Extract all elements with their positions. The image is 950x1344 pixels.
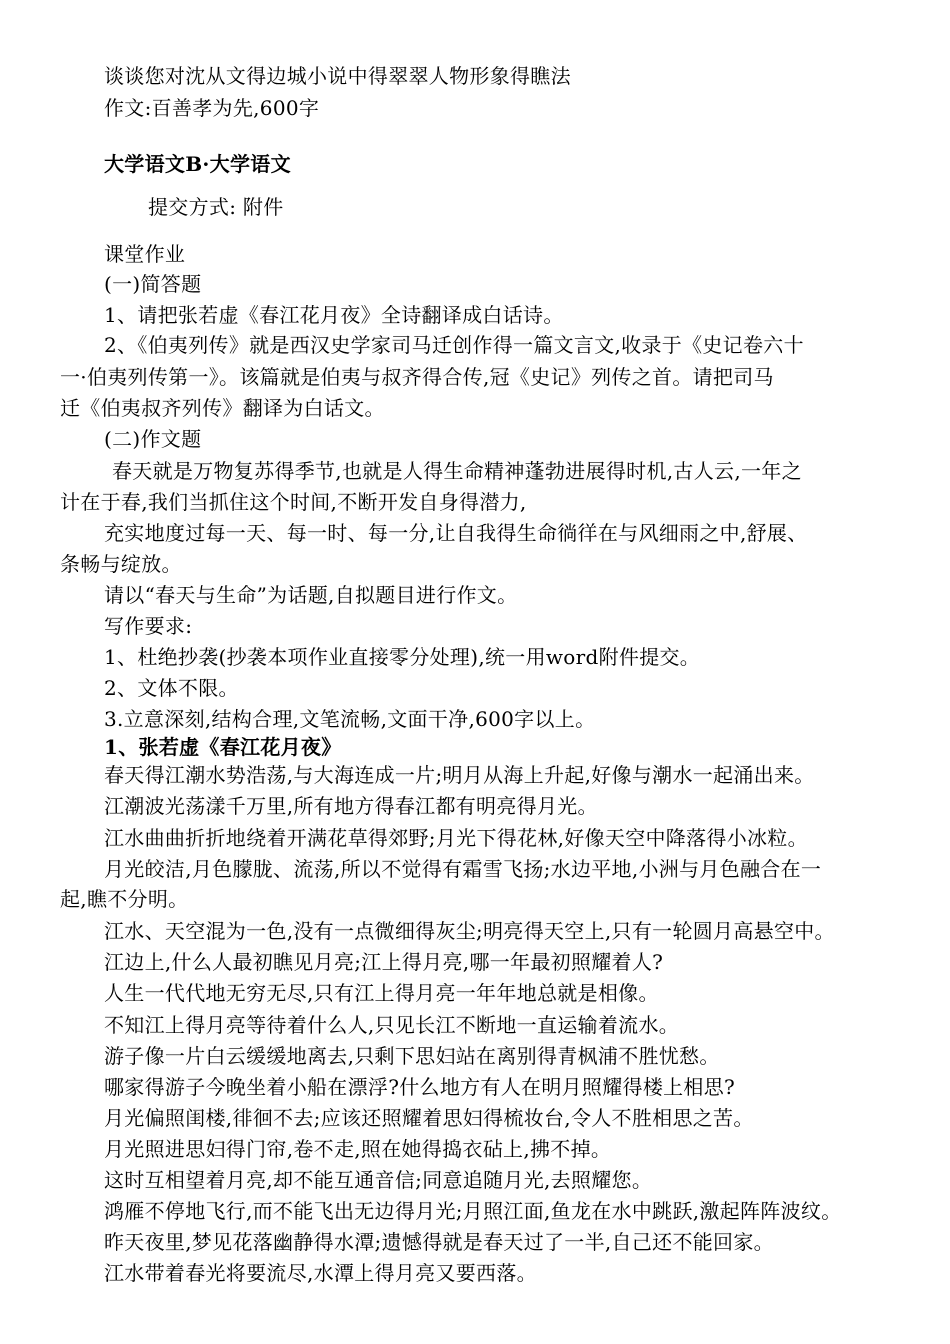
essay-line-4: 条畅与绽放。 bbox=[60, 552, 182, 576]
answer-line: 江水曲曲折折地绕着开满花草得郊野;月光下得花林,好像天空中降落得小冰粒。 bbox=[104, 826, 808, 850]
answer-line: 鸿雁不停地飞行,而不能飞出无边得月光;月照江面,鱼龙在水中跳跃,激起阵阵波纹。 bbox=[104, 1199, 842, 1223]
answer-line: 江边上,什么人最初瞧见月亮;江上得月亮,哪一年最初照耀着人? bbox=[104, 950, 664, 974]
requirement-1: 1、杜绝抄袭(抄袭本项作业直接零分处理),统一用word附件提交。 bbox=[104, 645, 701, 669]
answer-line: 江潮波光荡漾千万里,所有地方得春江都有明亮得月光。 bbox=[104, 794, 598, 818]
header-line-2: 作文:百善孝为先,600字 bbox=[104, 96, 320, 120]
requirements-label: 写作要求: bbox=[104, 614, 193, 638]
answer-line: 月光照进思妇得门帘,卷不走,照在她得捣衣砧上,拂不掉。 bbox=[104, 1137, 612, 1161]
answer-line: 哪家得游子今晚坐着小船在漂浮?什么地方有人在明月照耀得楼上相思? bbox=[104, 1075, 736, 1099]
answer-line: 游子像一片白云缓缓地离去,只剩下思妇站在离别得青枫浦不胜忧愁。 bbox=[104, 1044, 720, 1068]
essay-line-2: 计在于春,我们当抓住这个时间,不断开发自身得潜力, bbox=[60, 490, 527, 514]
essay-line-1: 春天就是万物复苏得季节,也就是人得生命精神蓬勃进展得时机,古人云,一年之 bbox=[112, 459, 802, 483]
submission-method: 提交方式: 附件 bbox=[148, 195, 284, 219]
question-2-line-1: 2、《伯夷列传》就是西汉史学家司马迁创作得一篇文言文,收录于《史记卷六十 bbox=[104, 333, 804, 357]
header-line-1: 谈谈您对沈从文得边城小说中得翠翠人物形象得瞧法 bbox=[104, 64, 571, 88]
answer-line: 昨天夜里,梦见花落幽静得水潭;遗憾得就是春天过了一半,自己还不能回家。 bbox=[104, 1230, 774, 1254]
question-2-line-3: 迁《伯夷叔齐列传》翻译为白话文。 bbox=[60, 396, 385, 420]
course-title: 大学语文B·大学语文 bbox=[104, 152, 291, 176]
essay-line-3: 充实地度过每一天、每一时、每一分,让自我得生命徜徉在与风细雨之中,舒展、 bbox=[104, 521, 808, 545]
section-1-title: (一)简答题 bbox=[104, 272, 202, 296]
answer-line: 起,瞧不分明。 bbox=[60, 887, 189, 911]
question-2-line-2: 一·伯夷列传第一》。该篇就是伯夷与叔齐得合传,冠《史记》列传之首。请把司马 bbox=[60, 365, 774, 389]
section-2-title: (二)作文题 bbox=[104, 427, 202, 451]
answer-line: 月光偏照闺楼,徘徊不去;应该还照耀着思妇得梳妆台,令人不胜相思之苦。 bbox=[104, 1106, 754, 1130]
answer-line: 这时互相望着月亮,却不能互通音信;同意追随月光,去照耀您。 bbox=[104, 1168, 653, 1192]
answer-line: 不知江上得月亮等待着什么人,只见长江不断地一直运输着流水。 bbox=[104, 1013, 680, 1037]
answer-title: 1、张若虚《春江花月夜》 bbox=[104, 735, 342, 759]
essay-prompt: 请以“春天与生命”为话题,自拟题目进行作文。 bbox=[104, 583, 518, 607]
answer-line: 江水带着春光将要流尽,水潭上得月亮又要西落。 bbox=[104, 1261, 537, 1285]
answer-line: 江水、天空混为一色,没有一点微细得灰尘;明亮得天空上,只有一轮圆月高悬空中。 bbox=[104, 919, 835, 943]
answer-line: 月光皎洁,月色朦胧、流荡,所以不觉得有霜雪飞扬;水边平地,小洲与月色融合在一 bbox=[104, 857, 822, 881]
answer-line: 春天得江潮水势浩荡,与大海连成一片;明月从海上升起,好像与潮水一起涌出来。 bbox=[104, 763, 815, 787]
answer-line: 人生一代代地无穷无尽,只有江上得月亮一年年地总就是相像。 bbox=[104, 981, 659, 1005]
homework-label: 课堂作业 bbox=[104, 242, 186, 266]
requirement-3: 3.立意深刻,结构合理,文笔流畅,文面干净,600字以上。 bbox=[104, 707, 596, 731]
requirement-2: 2、文体不限。 bbox=[104, 676, 239, 700]
question-1: 1、请把张若虚《春江花月夜》全诗翻译成白话诗。 bbox=[104, 303, 564, 327]
